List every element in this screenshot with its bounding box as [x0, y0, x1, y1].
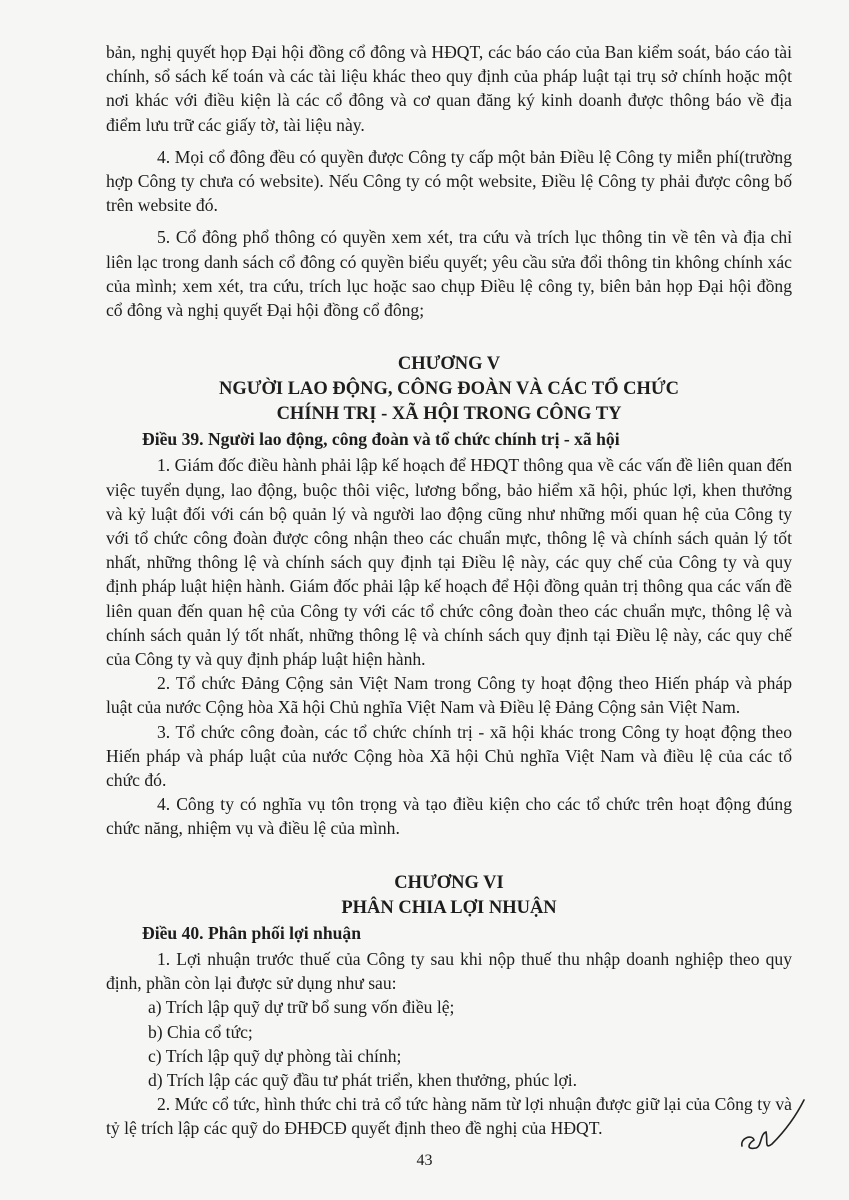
- list-item-c: c) Trích lập quỹ dự phòng tài chính;: [148, 1045, 402, 1066]
- chapter-5-title-line-2: CHÍNH TRỊ - XÃ HỘI TRONG CÔNG TY: [276, 404, 622, 425]
- chapter-6-label: CHƯƠNG VI: [394, 872, 504, 893]
- article-39-paragraph-2: 2. Tổ chức Đảng Cộng sản Việt Nam trong Công ty hoạt động theo Hiến pháp và pháp luật của nước Cộng hòa Xã hội Chủ nghĩa Việt Nam và Điều lệ Đảng Cộng sản Việt Nam.: [106, 673, 792, 718]
- intro-paragraph: bản, nghị quyết họp Đại hội đồng cổ đông và HĐQT, các báo cáo của Ban kiểm soát, báo cáo tài chính, sổ sách kế toán và các tài liệu khác theo quy định của pháp luật tại trụ sở chính hoặc một nơi khác với điều kiện là các cổ đông và cơ quan đăng ký kinh doanh được thông báo về địa điểm lưu trữ các giấy tờ, tài liệu này.: [106, 42, 792, 135]
- list-item-d: d) Trích lập các quỹ đầu tư phát triển, khen thưởng, phúc lợi.: [148, 1069, 578, 1090]
- article-39-paragraph-4: 4. Công ty có nghĩa vụ tôn trọng và tạo điều kiện cho các tổ chức trên hoạt động đúng chức năng, nhiệm vụ và điều lệ của mình.: [106, 794, 792, 839]
- article-40-paragraph-2: 2. Mức cổ tức, hình thức chi trả cổ tức hàng năm từ lợi nhuận được giữ lại của Công ty và tỷ lệ trích lập các quỹ do ĐHĐCĐ quyết định theo đề nghị của HĐQT.: [106, 1094, 792, 1139]
- article-40-paragraph-1: 1. Lợi nhuận trước thuế của Công ty sau khi nộp thuế thu nhập doanh nghiệp theo quy định, phần còn lại được sử dụng như sau:: [106, 948, 792, 994]
- paragraph-5: 5. Cổ đông phổ thông có quyền xem xét, tra cứu và trích lục thông tin về tên và địa chỉ liên lạc trong danh sách cổ đông có quyền biểu quyết; yêu cầu sửa đổi thông tin không chính xác của mình; xem xét, tra cứu, trích lục hoặc sao chụp Điều lệ công ty, biên bản họp Đại hội đồng cổ đông và nghị quyết Đại hội đồng cổ đông;: [106, 227, 792, 321]
- handwritten-signature: [738, 1094, 808, 1154]
- document-body: [106, 40, 792, 1141]
- paragraph-4: 4. Mọi cổ đông đều có quyền được Công ty cấp một bản Điều lệ Công ty miễn phí(trường hợp Công ty chưa có website). Nếu Công ty có một website, Điều lệ Công ty phải được công bố trên website đó.: [106, 146, 792, 216]
- article-39-paragraph-3: 3. Tổ chức công đoàn, các tổ chức chính trị - xã hội khác trong Công ty hoạt động theo Hiến pháp và pháp luật của nước Cộng hòa Xã hội Chủ nghĩa Việt Nam và điều lệ của các tổ chức đó.: [106, 721, 792, 791]
- article-39-paragraph-1: 1. Giám đốc điều hành phải lập kế hoạch để HĐQT thông qua về các vấn đề liên quan đến việc tuyển dụng, lao động, buộc thôi việc, lương bổng, bảo hiểm xã hội, phúc lợi, khen thưởng và kỷ luật đối với cán bộ quản lý và người lao động cũng như những mối quan hệ của Công ty với tổ chức công đoàn được công nhận theo các chuẩn mực, thông lệ và chính sách quản lý tốt nhất, những thông lệ và chính sách quy định tại Điều lệ này, các quy chế của Công ty và quy định pháp luật hiện hành. Giám đốc phải lập kế hoạch để Hội đồng quản trị thông qua các vấn đề liên quan đến quan hệ của Công ty với các tổ chức công đoàn theo các chuẩn mực, thông lệ và chính sách quản lý tốt nhất, những thông lệ và chính sách quy định tại Điều lệ này, các quy chế của Công ty và quy định pháp luật hiện hành.: [106, 455, 792, 670]
- chapter-5-label: CHƯƠNG V: [397, 354, 501, 375]
- article-40-heading: Điều 40. Phân phối lợi nhuận: [142, 922, 361, 943]
- list-item-b: b) Chia cổ tức;: [148, 1021, 253, 1042]
- article-39-heading: Điều 39. Người lao động, công đoàn và tổ chức chính trị - xã hội: [142, 429, 620, 450]
- list-item-a: a) Trích lập quỹ dự trữ bổ sung vốn điều lệ;: [148, 997, 455, 1018]
- page-number: 43: [416, 1152, 433, 1169]
- chapter-6-title: PHÂN CHIA LỢI NHUẬN: [341, 897, 557, 918]
- chapter-5-title-line-1: NGƯỜI LAO ĐỘNG, CÔNG ĐOÀN VÀ CÁC TỔ CHỨC: [219, 379, 679, 400]
